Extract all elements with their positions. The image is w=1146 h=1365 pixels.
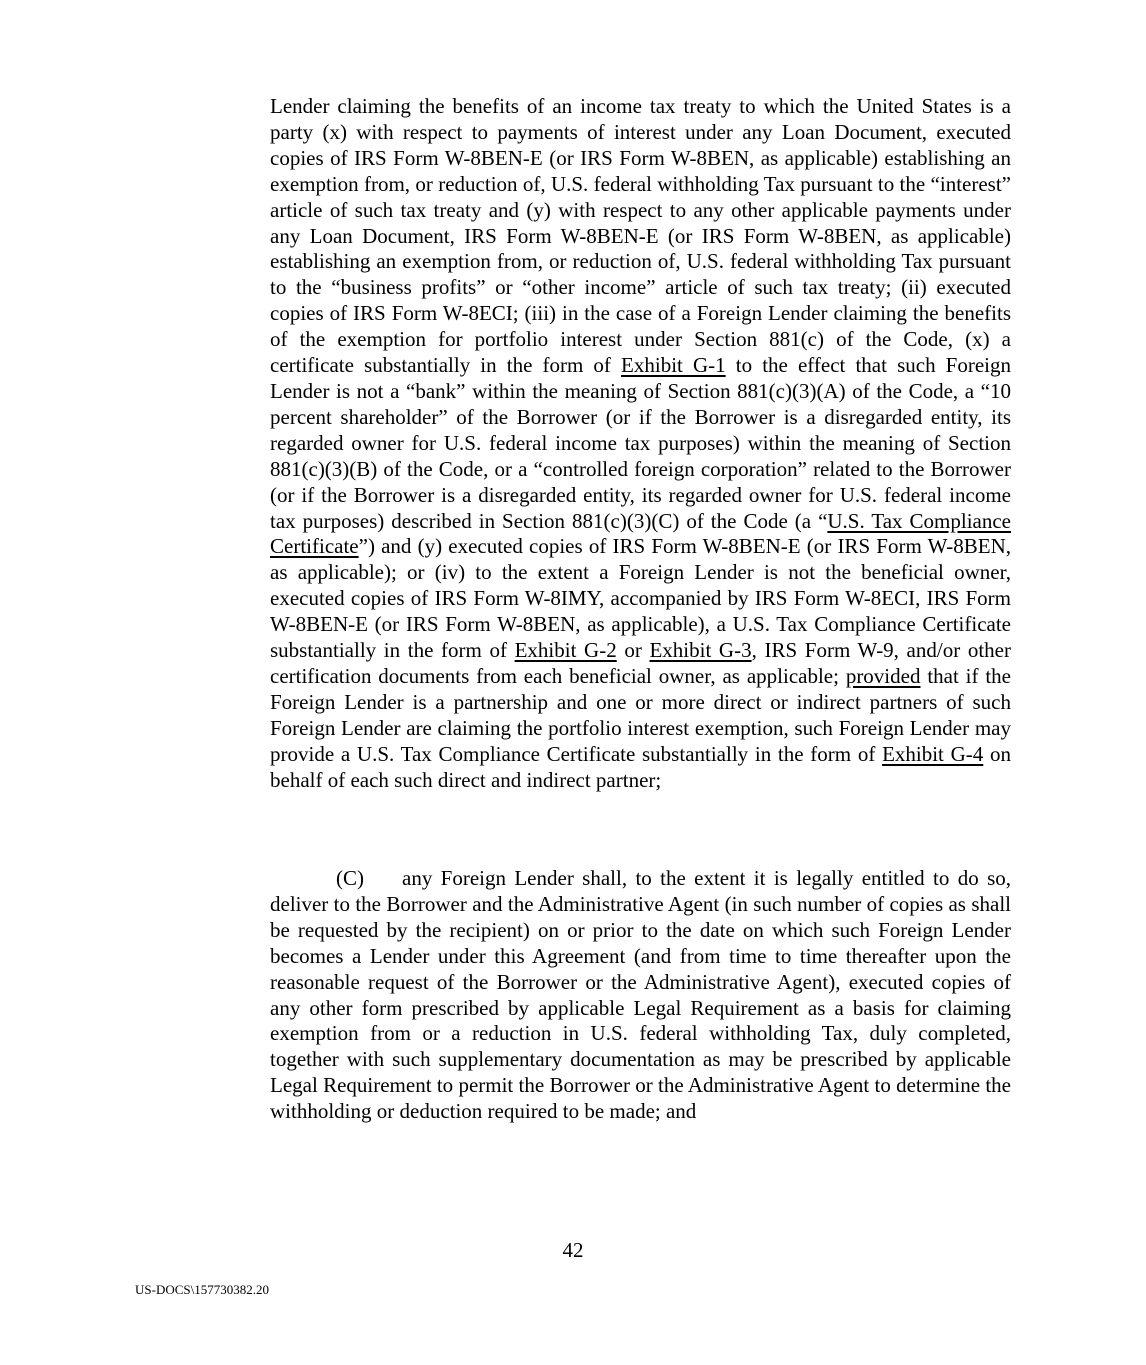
text-segment: , IRS Form W-9, and/or other certification documents from each beneficial owner, as applicable; — [270, 638, 1011, 688]
paragraph-tax-forms — [270, 94, 1011, 793]
text-segment: or — [616, 638, 650, 663]
document-id: US-DOCS\157730382.20 — [135, 1282, 269, 1297]
paragraph-clause-c — [270, 866, 1011, 1125]
text-segment: Lender claiming the benefits of an income tax treaty to which the United States is a party (x) with respect to payments of interest under any Loan Document, executed copies of IRS Form W-8BEN-E (or IRS Form W-8BEN, as applicable) establishing an exemption from, or reduction of, U.S. federal withholding Tax pursuant to the “interest” article of such tax treaty and (y) with respect to any other applicable payments under any Loan Document, IRS Form W-8BEN-E (or IRS Form W-8BEN, as applicable) establishing an exemption from, or reduction of, U.S. federal withholding Tax pursuant to the “business profits” or “other income” article of such tax treaty; (ii) executed copies of IRS Form W-8ECI; (iii) in the case of a Foreign Lender claiming the benefits of the exemption for portfolio interest under Section 881(c) of the Code, (x) a certificate substantially in the form of — [270, 94, 1011, 378]
exhibit-g1-reference: Exhibit G-1 — [621, 353, 726, 378]
defined-term-tax-compliance-certificate: U.S. Tax Compliance Certificate — [270, 508, 1011, 559]
clause-text: any Foreign Lender shall, to the extent it is legally entitled to do so, deliver to the Borrower and the Administrative Agent (in such number of copies as shall be requested by the recipient) on or prior to the date on which such Foreign Lender becomes a Lender under this Agreement (and from time to time thereafter upon the reasonable request of the Borrower or the Administrative Agent), executed copies of any other form prescribed by applicable Legal Requirement as a basis for claiming exemption from or a reduction in U.S. federal withholding Tax, duly completed, together with such supplementary documentation as may be prescribed by applicable Legal Requirement to permit the Borrower or the Administrative Agent to determine the withholding or deduction required to be made; and — [270, 866, 1011, 1124]
text-segment: to the effect that such Foreign Lender is not a “bank” within the meaning of Section 881(c)(3)(A) of the Code, a “10 percent shareholder” of the Borrower (or if the Borrower is a disregarded entity, its regarded owner for U.S. federal income tax purposes) within the meaning of Section 881(c)(3)(B) of the Code, or a “controlled foreign corporation” related to the Borrower (or if the Borrower is a disregarded entity, its regarded owner for U.S. federal income tax purposes) described in Section 881(c)(3)(C) of the Code (a “ — [270, 353, 1012, 533]
text-segment: on behalf of each such direct and indirect partner; — [270, 741, 1011, 792]
page-number: 42 — [562, 1238, 584, 1262]
provided-term: provided — [845, 663, 921, 688]
text-segment: that if the Foreign Lender is a partnership and one or more direct or indirect partners of such Foreign Lender are claiming the portfolio interest exemption, such Foreign Lender may provide a U.S. Tax Compliance Certificate substantially in the form of — [270, 663, 1011, 766]
exhibit-g3-reference: Exhibit G-3 — [649, 638, 752, 663]
exhibit-g2-reference: Exhibit G-2 — [514, 638, 617, 663]
text-segment: ”) and (y) executed copies of IRS Form W-8BEN-E (or IRS Form W-8BEN, as applicable); or (iv) to the extent a Foreign Lender is not the beneficial owner, executed copies of IRS Form W-8IMY, accompanied by IRS Form W-8ECI, IRS Form W-8BEN-E (or IRS Form W-8BEN, as applicable), a U.S. Tax Compliance Certificate substantially in the form of — [270, 534, 1011, 663]
clause-label: (C) — [336, 866, 364, 890]
exhibit-g4-reference: Exhibit G-4 — [882, 741, 984, 766]
